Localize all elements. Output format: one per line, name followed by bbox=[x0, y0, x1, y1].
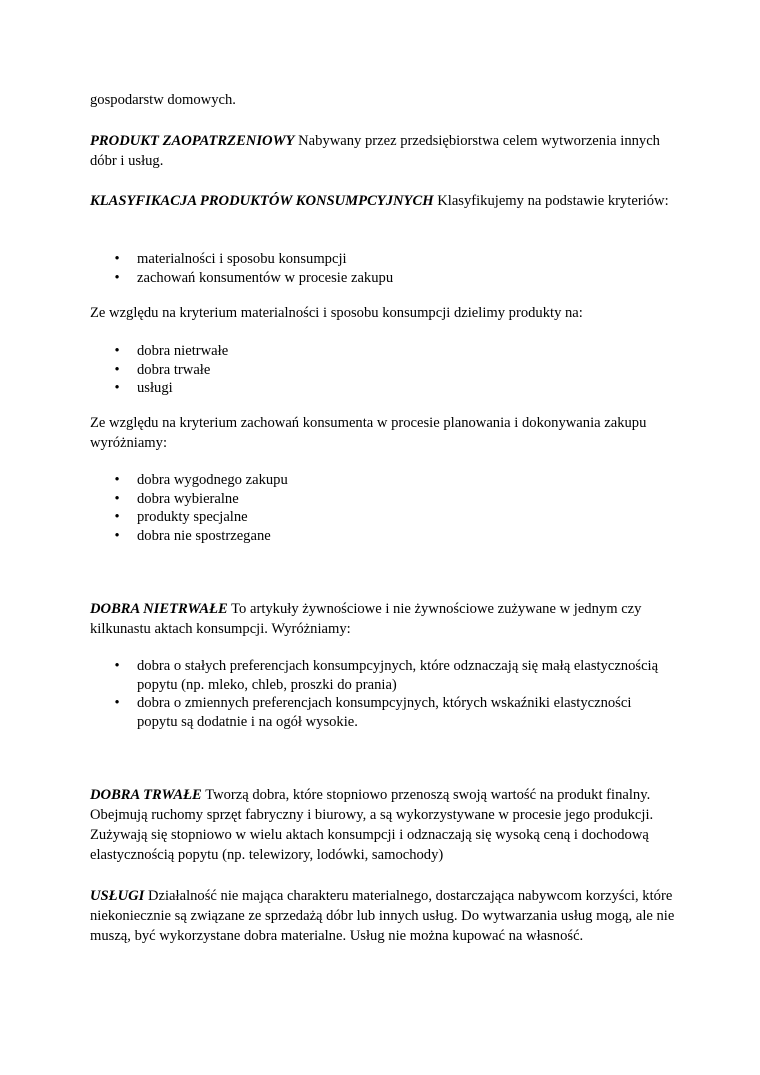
list-item-text: dobra nietrwałe bbox=[137, 343, 229, 359]
uslugi-term: USŁUGI bbox=[90, 888, 145, 904]
bullet-icon: • bbox=[114, 695, 120, 711]
list-item-text: usługi bbox=[137, 380, 173, 396]
kryterium-materialnosci-text: Ze względu na kryterium materialności i sposobu konsumpcji dzielimy produkty na: bbox=[90, 305, 583, 321]
dobra-nietrwale-text: To artykuły żywnościowe i nie żywnościowe zużywane w jednym czy kilkunastu aktach konsumpcji. Wyróżniamy: bbox=[90, 601, 642, 637]
klasyfikacja-paragraph bbox=[90, 191, 680, 211]
bullet-icon: • bbox=[114, 361, 120, 378]
dobra-nietrwale-list bbox=[90, 657, 670, 731]
dobra-nietrwale-term: DOBRA NIETRWAŁE bbox=[90, 601, 228, 617]
uslugi-paragraph bbox=[90, 886, 680, 946]
bullet-icon: • bbox=[114, 658, 120, 674]
list-item bbox=[90, 657, 670, 694]
list-item bbox=[90, 269, 670, 288]
list-item-text: dobra wybieralne bbox=[137, 490, 239, 507]
bullet-icon: • bbox=[114, 472, 120, 488]
produkt-zaopatrzeniowy-text: Nabywany przez przedsiębiorstwa celem wytworzenia innych dóbr i usług. bbox=[90, 133, 660, 169]
list-item-text: produkty specjalne bbox=[137, 509, 248, 525]
bullet-icon: • bbox=[114, 343, 120, 359]
list-item-text: zachowań konsumentów w procesie zakupu bbox=[137, 269, 394, 286]
bullet-icon: • bbox=[114, 527, 120, 544]
list-item bbox=[90, 694, 670, 731]
bullet-icon: • bbox=[114, 269, 120, 286]
list-item bbox=[90, 379, 670, 398]
bullet-icon: • bbox=[114, 509, 120, 525]
kryterium-zachowan-paragraph bbox=[90, 413, 680, 453]
kryterium-zachowan-text: Ze względu na kryterium zachowań konsumenta w procesie planowania i dokonywania zakupu wyróżniamy: bbox=[90, 415, 647, 451]
dobra-trwale-paragraph bbox=[90, 785, 680, 865]
continuation-paragraph bbox=[90, 90, 680, 110]
bullet-icon: • bbox=[114, 380, 120, 396]
uslugi-text: Działalność nie mająca charakteru materialnego, dostarczająca nabywcom korzyści, które niekoniecznie są związane ze sprzedażą dóbr lub innych usług. Do wytwarzania usług mogą, ale nie muszą, być wykorzystane dobra materialne. Usług nie można kupować na własność. bbox=[90, 888, 675, 944]
klasyfikacja-text: Klasyfikujemy na podstawie kryteriów: bbox=[437, 193, 669, 209]
list-item-text: dobra wygodnego zakupu bbox=[137, 472, 288, 488]
produkt-zaopatrzeniowy-paragraph bbox=[90, 131, 680, 171]
dobra-trwale-term: DOBRA TRWAŁE bbox=[90, 787, 202, 803]
kryterium-materialnosci-paragraph bbox=[90, 303, 680, 323]
list-item-text: dobra o zmiennych preferencjach konsumpcyjnych, których wskaźniki elastyczności popytu są dodatnie i na ogół wysokie. bbox=[137, 695, 632, 730]
list-item-text: dobra o stałych preferencjach konsumpcyjnych, które odznaczają się małą elastycznością popytu (np. mleko, chleb, proszki do prania) bbox=[137, 658, 659, 693]
dobra-trwale-text: Tworzą dobra, które stopniowo przenoszą swoją wartość na produkt finalny. Obejmują ruchomy sprzęt fabryczny i biurowy, a są wykorzystywane w procesie jego produkcji. Zużywają się stopniowo w wielu aktach konsumpcji i odznaczają się wysoką ceną i dochodową elastycznością popytu (np. telewizory, lodówki, samochody) bbox=[90, 787, 654, 863]
kryterium-zachowan-list bbox=[90, 471, 670, 545]
klasyfikacja-term: KLASYFIKACJA PRODUKTÓW KONSUMPCYJNYCH bbox=[90, 193, 434, 209]
continuation-text: gospodarstw domowych. bbox=[90, 92, 236, 108]
klasyfikacja-list bbox=[90, 250, 670, 287]
list-item-text: dobra trwałe bbox=[137, 361, 211, 378]
produkt-zaopatrzeniowy-term: PRODUKT ZAOPATRZENIOWY bbox=[90, 133, 295, 149]
list-item bbox=[90, 508, 670, 527]
list-item bbox=[90, 250, 670, 269]
bullet-icon: • bbox=[114, 251, 120, 267]
bullet-icon: • bbox=[114, 490, 120, 507]
list-item bbox=[90, 342, 670, 361]
list-item bbox=[90, 471, 670, 490]
kryterium-materialnosci-list bbox=[90, 342, 670, 398]
list-item bbox=[90, 361, 670, 380]
list-item-text: materialności i sposobu konsumpcji bbox=[137, 251, 347, 267]
list-item bbox=[90, 490, 670, 509]
dobra-nietrwale-paragraph bbox=[90, 599, 680, 639]
list-item bbox=[90, 527, 670, 546]
list-item-text: dobra nie spostrzegane bbox=[137, 527, 271, 544]
